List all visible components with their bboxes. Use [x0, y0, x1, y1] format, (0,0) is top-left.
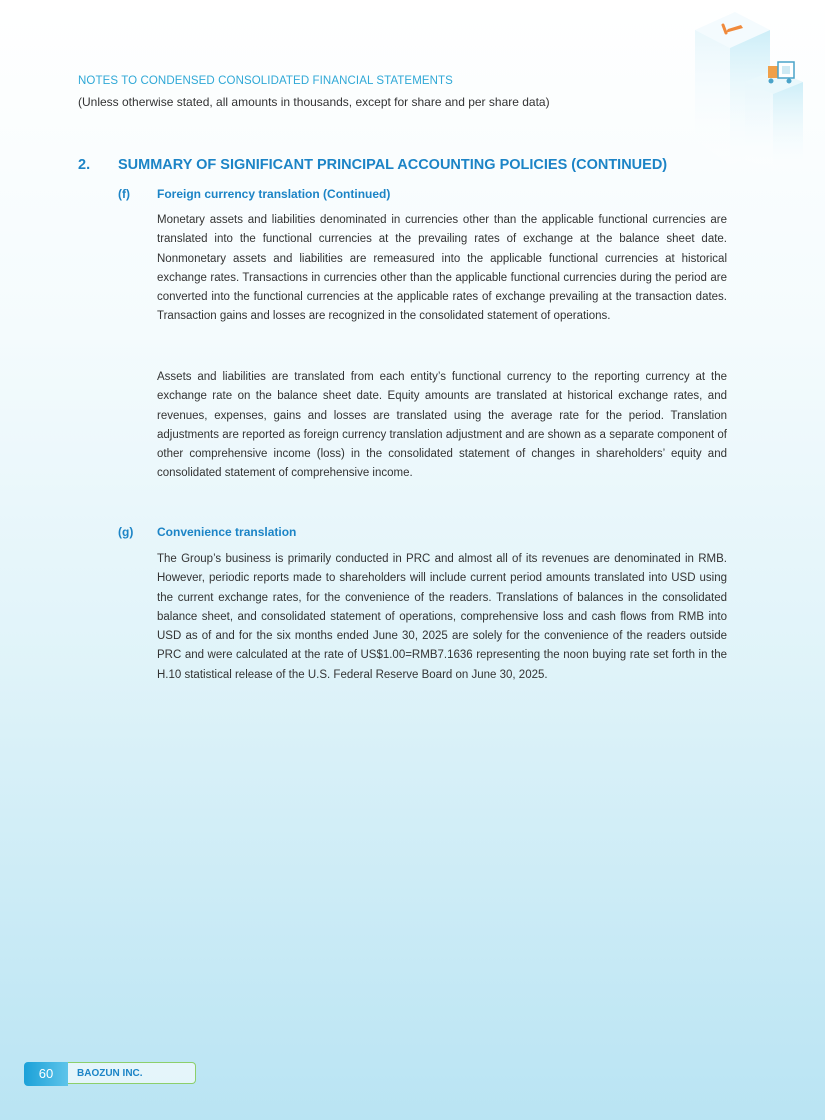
page-number: 60 [24, 1062, 68, 1086]
section-title: SUMMARY OF SIGNIFICANT PRINCIPAL ACCOUNTING POLICIES (CONTINUED) [118, 157, 668, 173]
section-number: 2. [78, 157, 91, 173]
paragraph: Assets and liabilities are translated from each entity’s functional currency to the reporting currency at the exchange rate on the balance sheet date. Equity amounts are translated at historical exchange rates, and revenues, expenses, gains and losses are translated using the average rate for the period. Translation adjustments are reported as foreign currency translation adjustment and are shown as a separate component of other comprehensive income (loss) in the consolidated statement of changes in shareholders’ equity and consolidated statement of comprehensive income. [157, 371, 727, 480]
decorative-boxes-illustration [665, 0, 825, 180]
subsection-letter: (f) [118, 187, 130, 201]
header-title: NOTES TO CONDENSED CONSOLIDATED FINANCIAL STATEMENTS [78, 75, 453, 87]
header-subtitle: (Unless otherwise stated, all amounts in thousands, except for share and per share data) [78, 95, 550, 109]
paragraph: The Group’s business is primarily conducted in PRC and almost all of its revenues are denominated in RMB. However, periodic reports made to shareholders will include current period amounts translated into USD using the current exchange rates, for the convenience of the readers. Translations of balances in the consolidated balance sheet, and consolidated statement of operations, comprehensive loss and cash flows from RMB into USD as of and for the six months ended June 30, 2025 are solely for the convenience of the readers outside PRC and were calculated at the rate of US$1.00=RMB7.1636 representing the noon buying rate set forth in the H.10 statistical release of the U.S. Federal Reserve Board on June 30, 2025. [157, 553, 727, 681]
paragraph: Monetary assets and liabilities denominated in currencies other than the applicable functional currencies are translated into the functional currencies at the prevailing rates of exchange at the balance sheet date. Nonmonetary assets and liabilities are remeasured into the applicable functional currencies at historical exchange rates. Transactions in currencies other than the applicable functional currencies during the period are converted into the functional currencies at the applicable rates of exchange prevailing at the transaction dates. Transaction gains and losses are recognized in the consolidated statement of operations. [157, 214, 727, 323]
company-name: BAOZUN INC. [68, 1062, 196, 1084]
subsection-title: Foreign currency translation (Continued) [157, 187, 391, 201]
subsection-letter: (g) [118, 525, 134, 539]
subsection-title: Convenience translation [157, 525, 297, 539]
